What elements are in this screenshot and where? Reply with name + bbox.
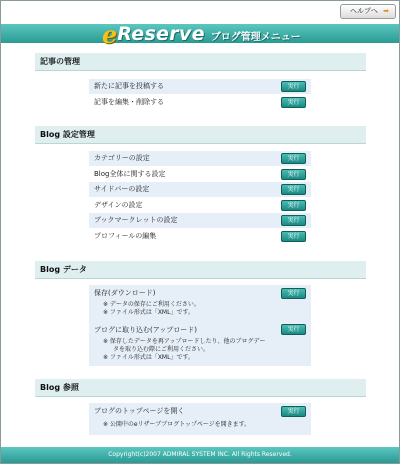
- logo-e: e: [102, 19, 118, 49]
- menu-row-label: Blog全体に関する設定: [94, 170, 166, 178]
- section-title-data: Blog データ: [35, 261, 366, 279]
- menu-row-label: サイドバーの設定: [94, 185, 150, 193]
- bookmarklet-run-button[interactable]: 実行: [281, 215, 306, 226]
- section-title-view: Blog 参照: [35, 379, 366, 397]
- upload-note-3: ※ ファイル形式は「XML」です。: [103, 354, 194, 361]
- sidebar-run-button[interactable]: 実行: [281, 184, 306, 195]
- menu-row-sidebar: [89, 182, 311, 197]
- menu-row-label: プロフィールの編集: [94, 232, 157, 240]
- edit-posts-run-button[interactable]: 実行: [281, 97, 306, 108]
- menu-row-label: 新たに記事を投稿する: [94, 82, 164, 90]
- page-title: ブログ管理メニュー: [210, 32, 301, 43]
- design-run-button[interactable]: 実行: [281, 200, 306, 211]
- upload-note-2: タを取り込む際にご利用ください。: [113, 346, 210, 353]
- download-note-1: ※ データの保存にご利用ください。: [103, 301, 200, 308]
- upload-block: [89, 322, 311, 366]
- menu-row-label: カテゴリーの設定: [94, 154, 150, 162]
- logo-text: Reserve: [117, 23, 205, 45]
- menu-row-label: ブックマークレットの設定: [94, 216, 178, 224]
- category-run-button[interactable]: 実行: [281, 153, 306, 164]
- open-top-block: [89, 403, 311, 435]
- blog-general-run-button[interactable]: 実行: [281, 169, 306, 180]
- section-title-settings: Blog 設定管理: [35, 126, 366, 144]
- open-top-label: ブログのトップページを開く: [94, 407, 185, 415]
- logo: [102, 21, 301, 47]
- download-label: 保存(ダウンロード): [94, 289, 156, 297]
- download-run-button[interactable]: 実行: [281, 288, 306, 299]
- download-note-2: ※ ファイル形式は「XML」です。: [103, 309, 194, 316]
- menu-row-design: [89, 198, 311, 213]
- menu-row-profile: [89, 229, 311, 244]
- menu-row-edit-posts: [89, 95, 311, 110]
- section-title-articles: 記事の管理: [35, 53, 366, 71]
- upload-label: ブログに取り込む(アップロード): [94, 326, 197, 334]
- copyright-text: Copyright(c)2007 ADMIRAL SYSTEM INC. All Rights Reserved.: [108, 451, 292, 458]
- upload-run-button[interactable]: 実行: [281, 324, 306, 335]
- menu-row-new-post: [89, 79, 311, 94]
- menu-row-label: デザインの設定: [94, 201, 143, 209]
- download-block: [89, 285, 311, 322]
- menu-row-label: 記事を編集・削除する: [94, 98, 164, 106]
- open-top-run-button[interactable]: 実行: [281, 406, 306, 417]
- arrow-right-icon: ➡: [383, 7, 389, 15]
- profile-run-button[interactable]: 実行: [281, 231, 306, 242]
- menu-row-blog-general: [89, 167, 311, 182]
- new-post-run-button[interactable]: 実行: [281, 81, 306, 92]
- open-top-note: ※ 公開中のeリザーブブログトップページを開きます。: [103, 421, 251, 428]
- help-button[interactable]: [340, 4, 396, 19]
- menu-row-category: [89, 151, 311, 166]
- help-label: ヘルプへ: [350, 7, 378, 15]
- upload-note-1: ※ 保存したデータを再アップロードしたり、他のブログデー: [103, 338, 266, 345]
- menu-row-bookmarklet: [89, 213, 311, 228]
